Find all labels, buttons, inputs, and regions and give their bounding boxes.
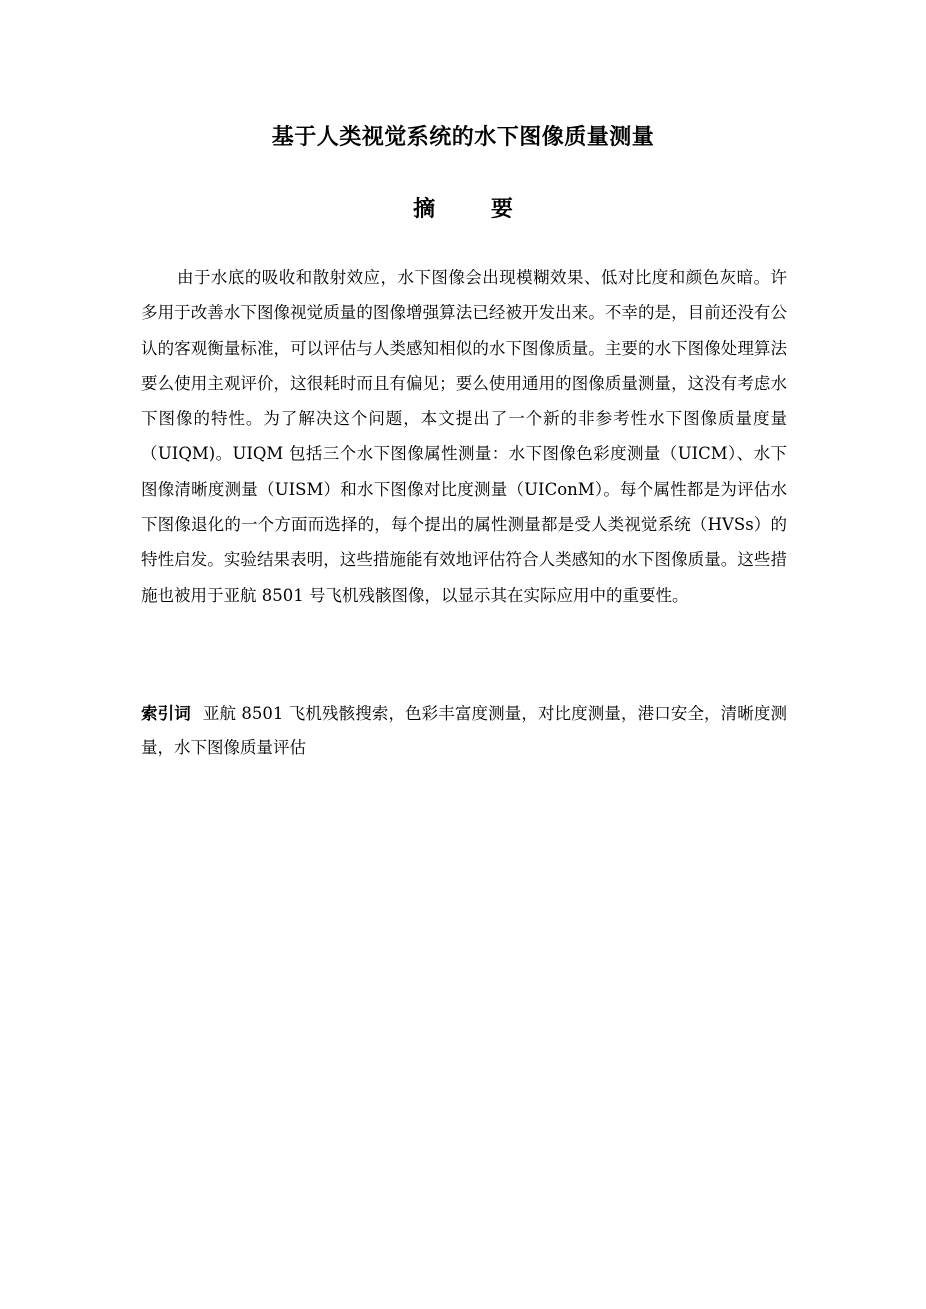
keywords-label: 索引词 (141, 704, 191, 723)
keywords-text: 亚航 8501 飞机残骸搜索，色彩丰富度测量，对比度测量，港口安全，清晰度测量，水下图像质量评估 (141, 704, 788, 757)
abstract-paragraph: 由于水底的吸收和散射效应，水下图像会出现模糊效果、低对比度和颜色灰暗。许多用于改善水下图像视觉质量的图像增强算法已经被开发出来。不幸的是，目前还没有公认的客观衡量标准，可以评估与人类感知相似的水下图像质量。主要的水下图像处理算法要么使用主观评价，这很耗时而且有偏见；要么使用通用的图像质量测量，这没有考虑水下图像的特性。为了解决这个问题，本文提出了一个新的非参考性水下图像质量度量（UIQM)。UIQM 包括三个水下图像属性测量：水下图像色彩度测量（UICM）、水下图像清晰度测量（UISM）和水下图像对比度测量（UIConM）。每个属性都是为评估水下图像退化的一个方面而选择的，每个提出的属性测量都是受人类视觉系统（HVSs）的特性启发。实验结果表明，这些措施能有效地评估符合人类感知的水下图像质量。这些措施也被用于亚航 8501 号飞机残骸图像，以显示其在实际应用中的重要性。 (141, 268, 787, 605)
abstract-heading: 摘 要 (413, 197, 537, 222)
document-title: 基于人类视觉系统的水下图像质量测量 (271, 125, 655, 150)
keywords-section (141, 697, 787, 765)
